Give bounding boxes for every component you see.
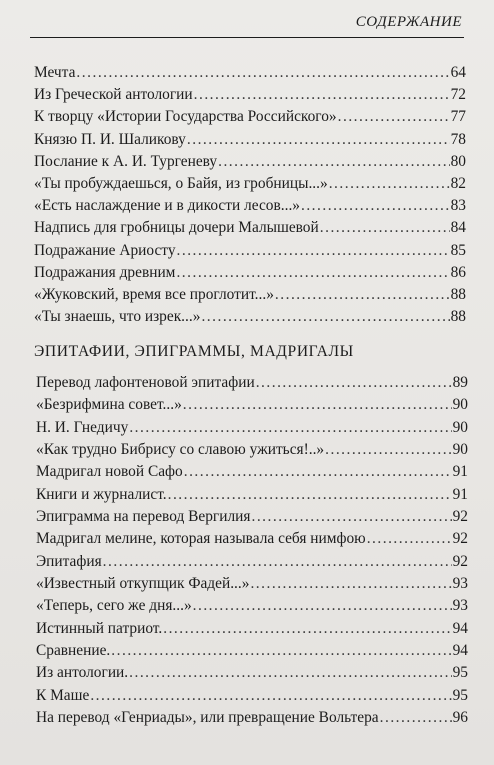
dot-leader [129, 417, 451, 439]
toc-entry [34, 106, 466, 128]
toc-page-number: 90 [452, 441, 468, 459]
toc-entry [36, 484, 468, 506]
dot-leader [176, 262, 449, 284]
toc-page-number: 80 [450, 152, 466, 170]
toc-entry-title: Истинный патриот. [36, 619, 163, 637]
toc-entry [34, 240, 466, 262]
toc-page-number: 93 [452, 597, 468, 615]
toc-list-group1 [34, 62, 466, 328]
toc-page-number: 88 [450, 308, 466, 326]
toc-page-number: 95 [452, 664, 468, 682]
toc-entry [36, 551, 468, 573]
dot-leader [380, 707, 452, 729]
toc-entry-title: Князю П. И. Шаликову [34, 130, 186, 148]
toc-page-number: 83 [450, 197, 466, 215]
toc-entry [34, 84, 466, 106]
toc-entry-title: На перевод «Генриады», или превращение Вольтера [36, 709, 379, 727]
header-rule [30, 37, 464, 38]
toc-entry-title: «Есть наслаждение и в дикости лесов...» [34, 197, 300, 215]
toc-page-number: 92 [452, 530, 468, 548]
dot-leader [338, 106, 450, 128]
dot-leader [301, 195, 450, 217]
toc-entry [34, 129, 466, 151]
dot-leader [218, 151, 450, 173]
dot-leader [201, 306, 449, 328]
dot-leader [320, 217, 450, 239]
toc-entry [36, 528, 468, 550]
toc-page-number: 90 [452, 396, 468, 414]
toc-page-number: 92 [452, 508, 468, 526]
dot-leader [90, 685, 451, 707]
toc-page-number: 89 [452, 374, 468, 391]
toc-entry [36, 595, 468, 617]
toc-page-number: 90 [452, 418, 468, 436]
toc-entry-title: Мечта [34, 64, 76, 81]
dot-leader [275, 284, 450, 306]
dot-leader [325, 439, 451, 461]
dot-leader [250, 573, 451, 595]
running-head: СОДЕРЖАНИЕ [355, 14, 462, 30]
toc-page-number: 72 [450, 86, 466, 104]
toc-entry [34, 262, 466, 284]
toc-entry-title: Из Греческой антологии [34, 86, 193, 104]
toc-entry-title: Подражания древним [34, 263, 176, 281]
toc-entry-title: Перевод лафонтеновой эпитафии [36, 374, 255, 391]
toc-entry [34, 173, 466, 195]
toc-page-number: 86 [450, 263, 466, 281]
toc-page-number: 64 [450, 64, 466, 81]
toc-entry [36, 506, 468, 528]
toc-page-number: 82 [450, 174, 466, 192]
dot-leader [129, 662, 451, 684]
toc-entry-title: К творцу «Истории Государства Российского» [34, 108, 337, 126]
toc-page-number: 92 [452, 552, 468, 570]
dot-leader [193, 595, 452, 617]
toc-entry [36, 618, 468, 640]
dot-leader [163, 618, 451, 640]
toc-page-number: 78 [450, 130, 466, 148]
toc-entry-title: «Известный откупщик Фадей...» [36, 575, 250, 593]
dot-leader [76, 62, 449, 84]
toc-page-number: 94 [452, 619, 468, 637]
toc-page-number: 96 [452, 709, 468, 727]
toc-page-number: 91 [452, 463, 468, 481]
dot-leader [111, 640, 451, 662]
toc-entry [34, 306, 466, 328]
dot-leader [256, 372, 452, 394]
toc-entry-title: Эпиграмма на перевод Вергилия [36, 508, 251, 526]
toc-entry [34, 284, 466, 306]
dot-leader [168, 484, 452, 506]
toc-page-number: 85 [450, 241, 466, 259]
toc-entry [34, 217, 466, 239]
toc-entry [36, 662, 468, 684]
toc-entry-title: Надпись для гробницы дочери Малышевой [34, 219, 319, 237]
toc-entry [36, 372, 468, 394]
toc-entry-title: «Ты знаешь, что изрек...» [34, 308, 201, 326]
toc-entry [34, 195, 466, 217]
toc-entry [36, 461, 468, 483]
toc-entry [36, 417, 468, 439]
toc-entry [36, 685, 468, 707]
toc-entry-title: «Как трудно Бибрису со славою ужиться!..» [36, 441, 325, 459]
toc-entry-title: «Жуковский, время все проглотит...» [34, 285, 274, 303]
toc-page-number: 84 [450, 219, 466, 237]
toc-entry [36, 573, 468, 595]
dot-leader [187, 129, 450, 151]
toc-entry-title: Подражание Ариосту [34, 241, 176, 259]
dot-leader [194, 84, 450, 106]
toc-entry-title: «Безрифмина совет...» [36, 396, 182, 414]
toc-entry [36, 707, 468, 729]
dot-leader [103, 551, 452, 573]
toc-entry-title: К Маше [36, 686, 90, 704]
toc-entry-title: Сравнение. [36, 642, 111, 660]
toc-entry-title: Н. И. Гнедичу [36, 418, 129, 436]
toc-page-number: 91 [452, 485, 468, 503]
toc-entry [36, 640, 468, 662]
dot-leader [183, 394, 452, 416]
toc-page-number: 95 [452, 686, 468, 704]
dot-leader [251, 506, 451, 528]
toc-entry-title: Эпитафия [36, 552, 102, 570]
toc-entry-title: Мадригал мелине, которая называла себя нимфою [36, 530, 366, 548]
dot-leader [367, 528, 452, 550]
section-heading: ЭПИТАФИИ, ЭПИГРАММЫ, МАДРИГАЛЫ [34, 343, 354, 360]
toc-entry-title: «Теперь, сего же дня...» [36, 597, 192, 615]
toc-page-number: 88 [450, 285, 466, 303]
toc-page-number: 94 [452, 642, 468, 660]
toc-entry-title: Из антологии. [36, 664, 129, 682]
toc-entry [34, 62, 466, 84]
toc-page-number: 77 [450, 108, 466, 126]
dot-leader [184, 461, 452, 483]
dot-leader [177, 240, 450, 262]
toc-entry [36, 394, 468, 416]
toc-entry [36, 439, 468, 461]
toc-list-group2 [36, 372, 468, 730]
toc-page-number: 93 [452, 575, 468, 593]
toc-entry-title: Мадригал новой Сафо [36, 463, 183, 481]
toc-entry [34, 151, 466, 173]
dot-leader [329, 173, 450, 195]
toc-entry-title: Послание к А. И. Тургеневу [34, 152, 218, 170]
toc-entry-title: «Ты пробуждаешься, о Байя, из гробницы...» [34, 174, 328, 192]
toc-entry-title: Книги и журналист. [36, 485, 167, 503]
